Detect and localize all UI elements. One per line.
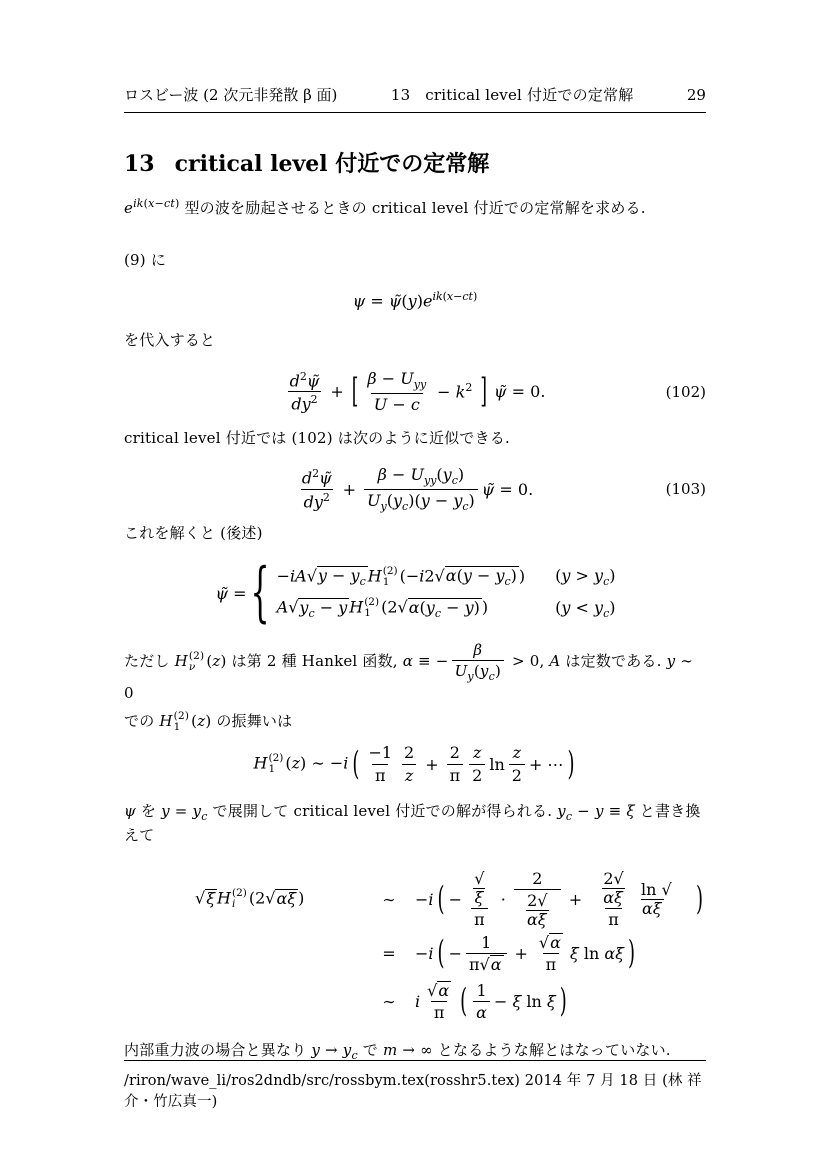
equation-102	[124, 366, 706, 418]
derivation-line	[124, 930, 706, 978]
header-center	[391, 84, 634, 105]
fraction: $\beta - U_{yy}$ U − c	[367, 369, 427, 414]
piecewise-cases	[277, 566, 616, 621]
math-term: + ⋯	[528, 754, 564, 774]
paragraph-9ni: (9) に	[124, 250, 167, 269]
fraction: √α π	[427, 980, 450, 1023]
right-paren: )	[627, 934, 635, 973]
left-curly-brace: {	[250, 555, 270, 631]
inline-fraction: $\frac{\beta}{U_y(y_c)}$	[452, 641, 504, 683]
relation-symbol: =	[382, 944, 396, 963]
header-left: ロスビー波 (2 次元非発散 β 面)	[124, 86, 338, 104]
case-condition: $(y < y_c)$	[555, 597, 616, 620]
section-title-text: critical level 付近での定常解	[174, 151, 490, 177]
math-term: ψ̃ = 0.	[494, 382, 546, 402]
paragraph-solve: これを解くと (後述)	[124, 524, 263, 543]
content-column	[124, 0, 706, 1063]
math-lhs: H (2) 1 (z) ∼ −i	[253, 752, 349, 776]
equation-psi	[124, 290, 706, 310]
fraction: $\beta - U_{yy}(y_c)$ $U_y(y_c)(y - y_c)$	[364, 465, 478, 513]
math-lhs: ψ̃ =	[215, 583, 247, 603]
fraction: $\frac{2}{\pi}$	[447, 743, 464, 784]
left-bracket: [	[351, 371, 359, 412]
math-rhs: −i ( − $\frac{1}{\pi√\alpha}$ + $\frac{√\alpha}{\pi}$ ξ ln αξ )	[415, 932, 635, 975]
derivation-line	[124, 869, 706, 930]
equation-hankel-asymptotic	[124, 741, 706, 787]
math-rhs: i √α π ( 1 α − ξ ln ξ )	[415, 980, 567, 1023]
fraction: $d^2\psĩ$ $dy^2$	[289, 369, 320, 414]
cdot-operator: ·	[500, 889, 506, 909]
text-run: ただし H (2) ν (z) は第 2 種 Hankel 函数, α ≡ −	[124, 650, 449, 674]
plus-operator: +	[342, 479, 357, 499]
fraction: $\frac{√\xi}{\pi}$	[466, 869, 493, 930]
relation-symbol: ∼	[382, 889, 396, 909]
left-paren: (	[437, 880, 445, 919]
equation-piecewise	[124, 557, 706, 629]
paragraph-approx: critical level 付近では (102) は次のように近似できる.	[124, 428, 510, 447]
header-section-number: 13	[390, 86, 411, 104]
math-lhs: √ξ H (2) i (2√αξ )	[195, 887, 305, 911]
left-paren: (	[437, 934, 445, 973]
math-rhs: −i ( − $\frac{√\xi}{\pi}$ · 2 2√αξ + $\frac{2√\alpha\xi}{\pi}$ ln √αξ )	[415, 868, 704, 930]
paragraph-intro: $e^{ik(x-ct)}$ 型の波を励起させるときの critical level 付近での定常解を求める.	[124, 197, 646, 217]
section-number: 13	[124, 151, 155, 177]
plus-operator: +	[568, 889, 583, 909]
derivation-line	[124, 978, 706, 1026]
case-expression: $A√y_c - y$ H (2) 1 ($2√\alpha(y_c - y)$ )	[276, 596, 489, 620]
math-term: − $k^2$	[437, 381, 473, 402]
right-bracket: ]	[480, 371, 488, 412]
plus-operator: +	[514, 943, 528, 963]
text-run: > 0, A は定数である. y ∼ 0	[124, 652, 694, 703]
fraction: z 2	[469, 743, 485, 784]
case-expression: $-iA√y - y_c$ H (2) 1 ($-i2√\alpha(y - y_c)$ )	[276, 564, 526, 589]
footer-text: /riron/wave_li/ros2dndb/src/rossbym.tex(rosshr5.tex) 2014 年 7 月 18 日 (林 祥介・竹広真一)	[124, 1073, 702, 1110]
page-header	[124, 84, 706, 113]
fraction: $d^2\psĩ$ $dy^2$	[301, 467, 332, 512]
equation-number: (102)	[665, 382, 706, 401]
relation-symbol: ∼	[382, 992, 396, 1011]
page-number: 29	[686, 86, 706, 104]
fraction: z 2	[509, 743, 525, 784]
paragraph-expand: ψ を $y = y_c$ で展開して critical level 付近での解が得られる. $y_c - y \equiv \xi$ と書き換えて	[124, 802, 701, 844]
fraction: 1 α	[473, 981, 490, 1022]
fraction: $\frac{1}{\pi√\alpha}$	[466, 933, 507, 975]
paragraph-conclusion: 内部重力波の場合と異なり $y \to y_c$ で m → ∞ となるような解とはなっていない.	[124, 1040, 671, 1062]
case-condition: $(y > y_c)$	[555, 566, 616, 589]
left-paren: (	[460, 982, 468, 1021]
paragraph-hankel	[124, 641, 706, 733]
text-run: での H (2) 1 (z) の振舞いは	[124, 710, 293, 734]
right-paren: )	[559, 982, 567, 1021]
math-term: ψ̃ = 0.	[481, 479, 534, 499]
aligned-derivation	[124, 869, 706, 1026]
equation-number: (103)	[665, 480, 706, 499]
header-section-title: critical level 付近での定常解	[425, 86, 634, 104]
paragraph-substitute: を代入すると	[124, 330, 216, 349]
fraction: $\frac{√\alpha}{\pi}$	[538, 932, 561, 975]
page-footer	[124, 1060, 706, 1111]
equation-103	[124, 463, 706, 515]
fraction: $\frac{2√\alpha\xi}{\pi}$	[603, 868, 624, 930]
ln-operator: ln	[489, 754, 505, 774]
fraction: 2 z	[401, 743, 417, 784]
section-title	[124, 147, 706, 178]
fraction: −1 π	[368, 743, 393, 785]
math-expression: $\psi = \psĩ(y)e^{ik(x-ct)}$	[352, 289, 478, 310]
plus-operator: +	[330, 382, 344, 402]
plus-operator: +	[425, 754, 439, 774]
right-paren: )	[567, 745, 575, 783]
fraction: 2 2√αξ	[514, 869, 561, 930]
left-paren: (	[352, 745, 360, 783]
right-paren: )	[695, 880, 704, 919]
